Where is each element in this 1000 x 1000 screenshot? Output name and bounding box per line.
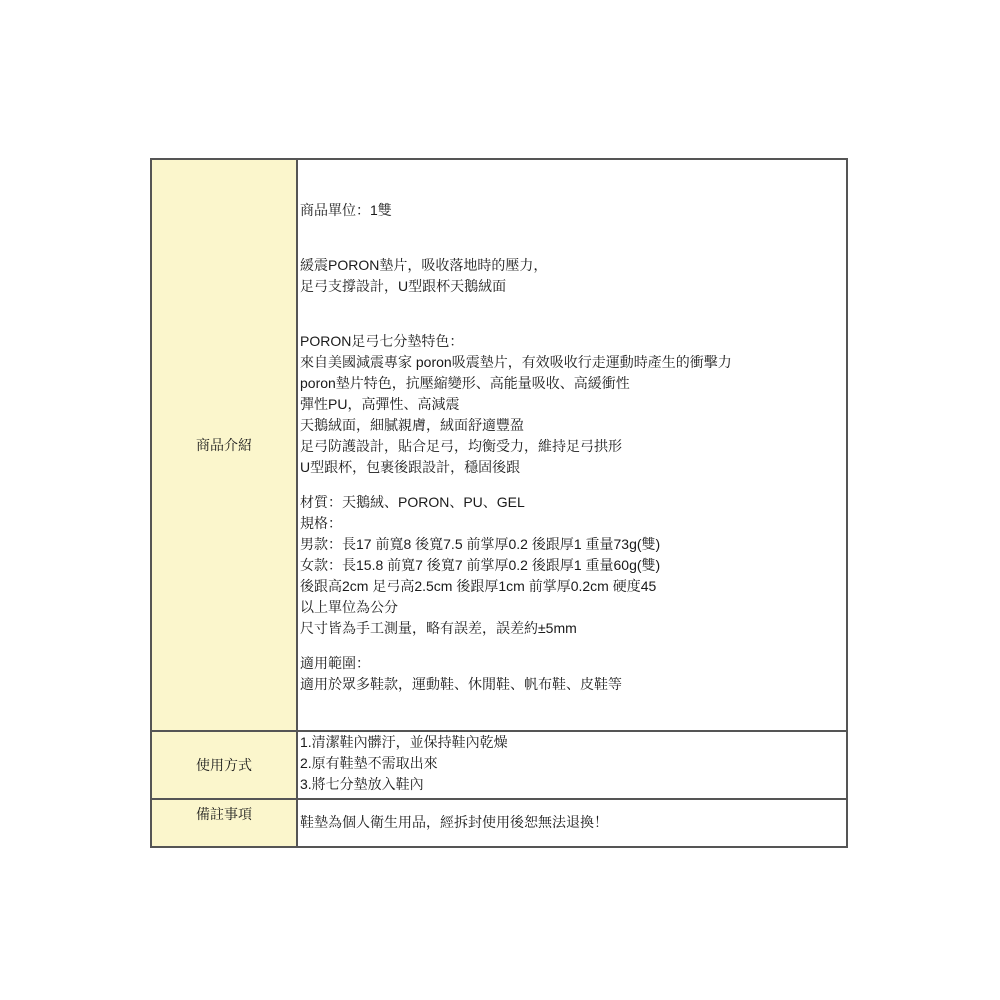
usage-row <box>151 731 847 799</box>
spec-line: 尺寸皆為手工測量，略有誤差，誤差約±5mm <box>300 620 577 636</box>
spec-line: 材質：天鵝絨、PORON、PU、GEL <box>300 494 525 510</box>
feature-line: 緩震PORON墊片，吸收落地時的壓力， <box>300 257 548 273</box>
detail-line: 足弓防護設計，貼合足弓，均衡受力，維持足弓拱形 <box>300 438 622 454</box>
details-title: PORON足弓七分墊特色： <box>300 333 464 349</box>
detail-line: U型跟杯，包裹後跟設計，穩固後跟 <box>300 459 521 475</box>
usage-label: 使用方式 <box>196 757 252 773</box>
usage-step: 3.將七分墊放入鞋內 <box>300 776 424 792</box>
note-row <box>151 799 847 847</box>
product-intro-content <box>297 159 847 731</box>
product-intro-label-cell <box>151 159 297 731</box>
scope-title: 適用範圍： <box>300 655 370 671</box>
note-label-cell <box>151 799 297 847</box>
detail-line: 天鵝絨面，細膩親膚，絨面舒適豐盈 <box>300 417 524 433</box>
spec-line: 以上單位為公分 <box>300 599 398 615</box>
spec-line: 規格： <box>300 515 342 531</box>
note-text: 鞋墊為個人衛生用品，經拆封使用後恕無法退換！ <box>300 814 608 830</box>
feature-line: 足弓支撐設計，U型跟杯天鵝絨面 <box>300 278 507 294</box>
product-intro-row <box>151 159 847 731</box>
product-intro-label: 商品介紹 <box>196 437 252 453</box>
spec-line: 男款：長17 前寬8 後寬7.5 前掌厚0.2 後跟厚1 重量73g(雙) <box>300 536 661 552</box>
usage-step: 2.原有鞋墊不需取出來 <box>300 755 438 771</box>
detail-line: 彈性PU，高彈性、高減震 <box>300 396 460 412</box>
usage-content <box>297 731 847 799</box>
note-label: 備註事項 <box>196 806 252 822</box>
usage-step: 1.清潔鞋內髒汙，並保持鞋內乾燥 <box>300 734 508 750</box>
detail-line: 來自美國減震專家 poron吸震墊片，有效吸收行走運動時產生的衝擊力 <box>300 354 732 370</box>
spec-line: 後跟高2cm 足弓高2.5cm 後跟厚1cm 前掌厚0.2cm 硬度45 <box>300 578 657 594</box>
product-spec-table <box>150 158 848 848</box>
product-unit: 商品單位：1雙 <box>300 202 392 218</box>
detail-line: poron墊片特色，抗壓縮變形、高能量吸收、高緩衝性 <box>300 375 630 391</box>
note-content <box>297 799 847 847</box>
scope-line: 適用於眾多鞋款，運動鞋、休閒鞋、帆布鞋、皮鞋等 <box>300 676 622 692</box>
usage-label-cell <box>151 731 297 799</box>
spec-line: 女款：長15.8 前寬7 後寬7 前掌厚0.2 後跟厚1 重量60g(雙) <box>300 557 661 573</box>
